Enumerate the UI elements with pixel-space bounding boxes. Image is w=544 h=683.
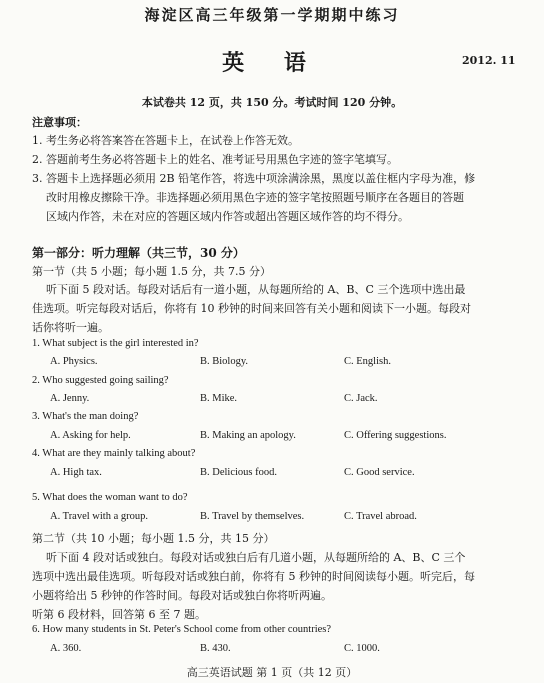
page-footer: 高三英语试题 第 1 页（共 12 页） <box>186 666 358 679</box>
option-b: B. Biology. <box>200 356 249 367</box>
option-c: C. Offering suggestions. <box>344 430 447 441</box>
section2-title: 第二节（共 10 小题；每小题 1.5 分，共 15 分） <box>32 532 275 545</box>
instruction-line: 选项中选出最佳选项。听每段对话或独白前，你将有 5 秒钟的时间阅读每小题。听完后，每 <box>32 570 475 583</box>
option-c: C. 1000. <box>344 643 380 654</box>
note-item: 2. 答题前考生务必将答题卡上的姓名、准考证号用黑色字迹的签字笔填写。 <box>32 153 398 166</box>
part1-title: 第一部分：听力理解（共三节，30 分） <box>32 246 245 260</box>
option-b: B. Mike. <box>200 393 238 404</box>
option-a: A. 360. <box>50 643 82 654</box>
section1-title: 第一节（共 5 小题；每小题 1.5 分，共 7.5 分） <box>32 265 271 278</box>
question-text: 6. How many students in St. Peter's School come from other countries? <box>32 624 332 635</box>
option-a: A. High tax. <box>50 467 102 478</box>
question-text: 1. What subject is the girl interested in? <box>32 338 199 349</box>
exam-header: 海淀区高三年级第一学期期中练习 <box>144 6 400 24</box>
notes-title: 注意事项： <box>32 116 87 129</box>
option-b: B. Travel by themselves. <box>200 511 305 522</box>
instruction-line: 话你将听一遍。 <box>32 321 109 334</box>
option-a: A. Jenny. <box>50 393 90 404</box>
option-c: C. Jack. <box>344 393 378 404</box>
option-c: C. English. <box>344 356 391 367</box>
instruction-line: 小题将给出 5 秒钟的作答时间。每段对话或独白你将听两遍。 <box>32 589 332 602</box>
instruction-line: 佳选项。听完每段对话后，你将有 10 秒钟的时间来回答有关小题和阅读下一小题。每段对 <box>32 302 471 315</box>
option-a: A. Travel with a group. <box>50 511 148 522</box>
note-item: 改时用橡皮擦除干净。非选择题必须用黑色字迹的签字笔按照题号顺序在各题目的答题 <box>46 191 464 204</box>
option-a: A. Asking for help. <box>50 430 131 441</box>
exam-info: 本试卷共 12 页，共 150 分。考试时间 120 分钟。 <box>141 96 403 109</box>
exam-date: 2012. 11 <box>462 54 516 67</box>
option-c: C. Travel abroad. <box>344 511 417 522</box>
instruction-line: 听下面 4 段对话或独白。每段对话或独白后有几道小题，从每题所给的 A、B、C 三个 <box>46 551 466 564</box>
question-text: 4. What are they mainly talking about? <box>32 448 196 459</box>
instruction-line: 听下面 5 段对话。每段对话后有一道小题，从每题所给的 A、B、C 三个选项中选出最 <box>46 283 466 296</box>
note-item: 1. 考生务必将答案答在答题卡上，在试卷上作答无效。 <box>32 134 299 147</box>
question-text: 2. Who suggested going sailing? <box>32 375 169 386</box>
note-item: 区域内作答，未在对应的答题区域内作答或超出答题区域作答的均不得分。 <box>46 210 409 223</box>
question-text: 5. What does the woman want to do? <box>32 492 188 503</box>
option-b: B. Delicious food. <box>200 467 277 478</box>
option-a: A. Physics. <box>50 356 98 367</box>
material-note: 听第 6 段材料，回答第 6 至 7 题。 <box>32 608 206 621</box>
option-b: B. Making an apology. <box>200 430 296 441</box>
option-c: C. Good service. <box>344 467 415 478</box>
note-item: 3. 答题卡上选择题必须用 2B 铅笔作答，将选中项涂满涂黑，黑度以盖住框内字母为准，修 <box>32 172 476 185</box>
question-text: 3. What's the man doing? <box>32 411 139 422</box>
option-b: B. 430. <box>200 643 231 654</box>
subject-title: 英 语 <box>222 50 322 76</box>
